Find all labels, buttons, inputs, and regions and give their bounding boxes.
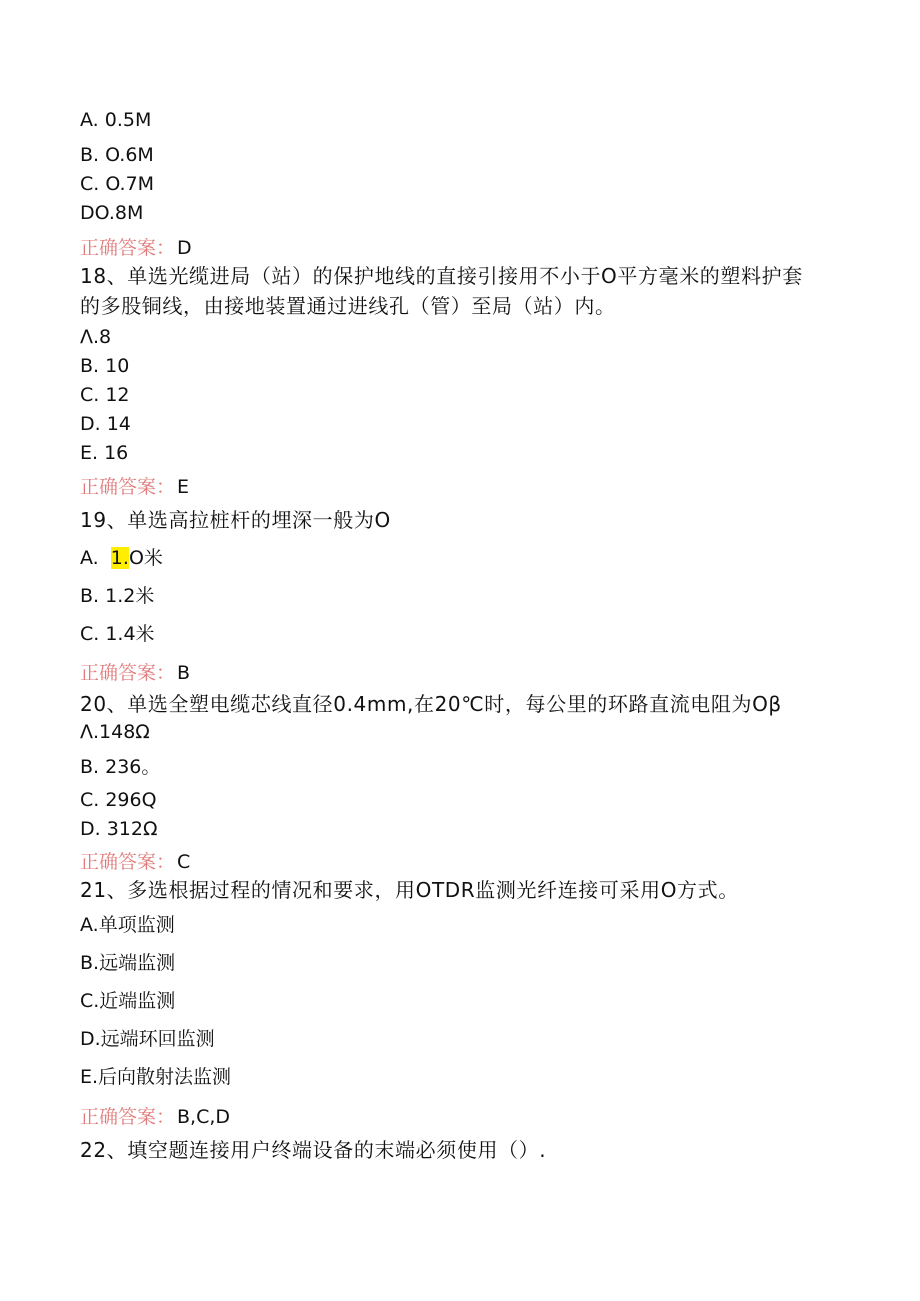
q21-option-d: D.远端环回监测 <box>80 1028 215 1050</box>
q17-option-b: B. O.6M <box>80 144 154 166</box>
q18-option-e: E. 16 <box>80 442 129 464</box>
answer-label: 正确答案： <box>80 476 176 498</box>
q19-option-b: B. 1.2米 <box>80 585 155 607</box>
q17-answer <box>80 236 192 260</box>
q17-option-d: DO.8M <box>80 202 144 224</box>
q21-option-c: C.近端监测 <box>80 990 176 1012</box>
answer-value: E <box>177 476 190 498</box>
q19-answer <box>80 661 190 685</box>
answer-value: B,C,D <box>177 1106 231 1128</box>
q20-question: 20、单选全塑电缆芯线直径0.4mm,在20℃时，每公里的环路直流电阻为Oβ <box>80 692 782 716</box>
answer-value: C <box>177 851 191 873</box>
q22-question: 22、填空题连接用户终端设备的末端必须使用（）. <box>80 1138 547 1162</box>
q18-question-line2: 的多股铜线，由接地装置通过进线孔（管）至局（站）内。 <box>80 294 616 318</box>
q18-option-c: C. 12 <box>80 384 130 406</box>
q21-option-e: E.后向散射法监测 <box>80 1066 232 1088</box>
q20-option-c: C. 296Q <box>80 789 157 811</box>
q18-option-a: Λ.8 <box>80 326 112 348</box>
answer-label: 正确答案： <box>80 851 176 873</box>
q20-answer <box>80 850 190 874</box>
q21-question: 21、多选根据过程的情况和要求，用OTDR监测光纤连接可采用O方式。 <box>80 878 739 902</box>
highlighted-text: 1. <box>110 547 129 569</box>
q21-answer <box>80 1105 230 1129</box>
q18-option-b: B. 10 <box>80 355 130 377</box>
answer-label: 正确答案： <box>80 662 176 684</box>
answer-value: D <box>177 237 192 259</box>
q21-option-a: A.单项监测 <box>80 914 175 936</box>
q18-option-d: D. 14 <box>80 413 131 435</box>
q18-answer <box>80 475 189 499</box>
q19-option-a <box>80 546 163 570</box>
answer-label: 正确答案： <box>80 237 176 259</box>
q19-question: 19、单选高拉桩杆的埋深一般为O <box>80 508 391 532</box>
option-text: O米 <box>128 547 163 569</box>
option-prefix: A. <box>80 547 111 569</box>
q20-option-a: Λ.148Ω <box>80 721 150 743</box>
q17-option-c: C. O.7M <box>80 173 155 195</box>
q20-option-d: D. 312Ω <box>80 818 158 840</box>
q17-option-a: A. 0.5M <box>80 109 152 131</box>
q20-option-b: B. 236。 <box>80 756 161 778</box>
answer-label: 正确答案： <box>80 1106 176 1128</box>
q21-option-b: B.远端监测 <box>80 952 176 974</box>
q18-question-line1: 18、单选光缆进局（站）的保护地线的直接引接用不小于O平方毫米的塑料护套 <box>80 264 803 288</box>
answer-value: B <box>177 662 191 684</box>
q19-option-c: C. 1.4米 <box>80 623 155 645</box>
